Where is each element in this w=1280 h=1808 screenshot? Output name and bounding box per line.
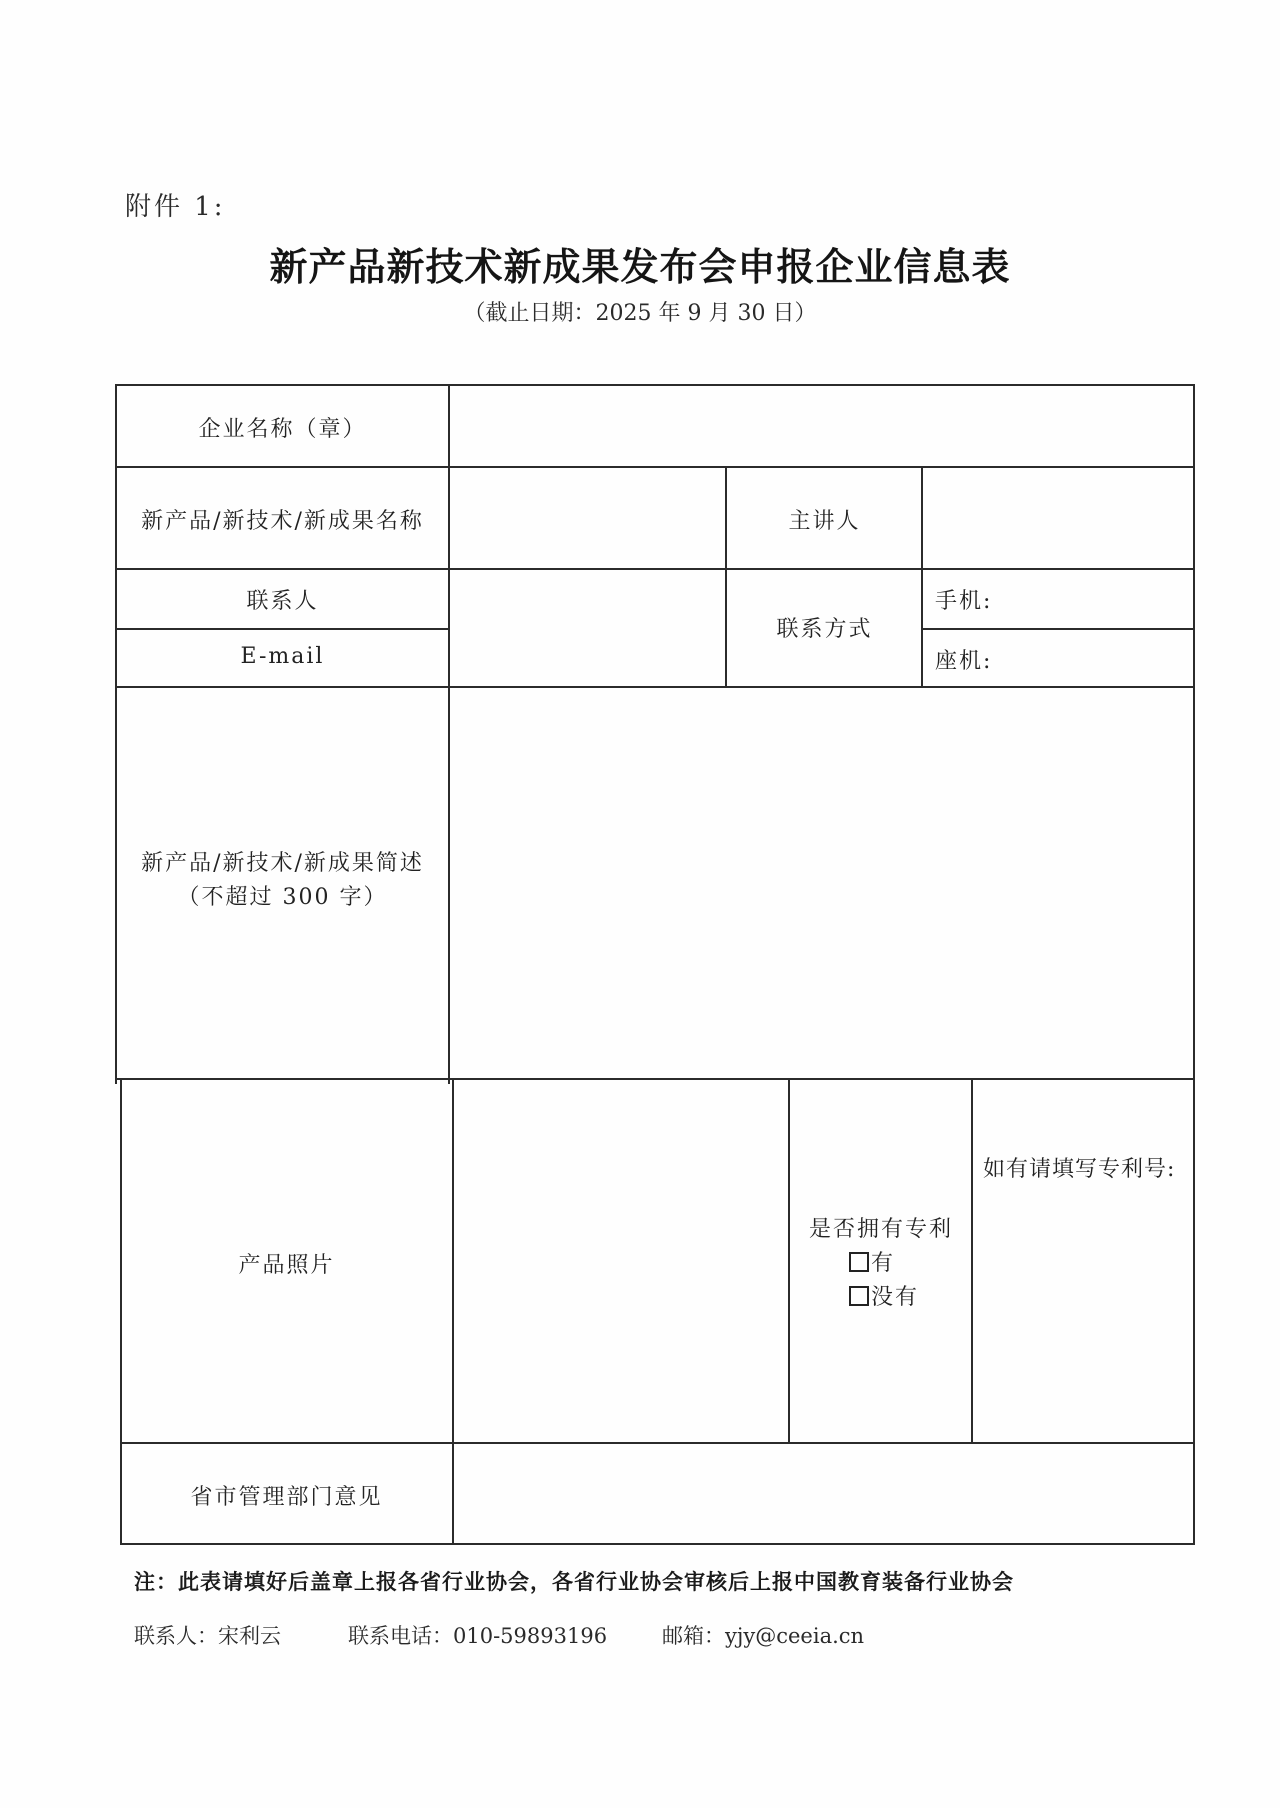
- patent-question-label: 是否拥有专利: [808, 1217, 953, 1242]
- checkbox-yes[interactable]: [849, 1252, 869, 1272]
- col-divider-label: [448, 384, 450, 1084]
- footer-contact-phone: 联系电话：010-59893196: [348, 1624, 608, 1648]
- mobile-label: 手机:: [935, 589, 993, 614]
- product-photo-field[interactable]: [455, 1081, 787, 1441]
- landline-field[interactable]: [995, 631, 1191, 685]
- patent-number-label: 如有请填写专利号:: [983, 1157, 1176, 1182]
- table-border-top: [115, 384, 1195, 386]
- row-divider-4: [115, 1078, 1195, 1080]
- page-title: 新产品新技术新成果发布会申报企业信息表: [269, 244, 1011, 289]
- company-name-field[interactable]: [451, 387, 1191, 465]
- attachment-label: 附件 1:: [125, 192, 226, 222]
- contact-person-field[interactable]: [451, 571, 723, 627]
- table-border-bottom: [121, 1543, 1195, 1545]
- table-border-left-lower: [120, 1078, 122, 1545]
- deadline-text: （截止日期：2025 年 9 月 30 日）: [463, 301, 817, 326]
- landline-label: 座机:: [935, 649, 993, 674]
- col-divider-patent-right: [971, 1078, 973, 1444]
- col-divider-speaker-right: [921, 466, 923, 688]
- table-border-left: [115, 384, 117, 1084]
- product-name-field[interactable]: [451, 469, 723, 567]
- row-divider-3: [115, 686, 1195, 688]
- mobile-field[interactable]: [995, 571, 1191, 627]
- email-field[interactable]: [451, 631, 723, 685]
- row-divider-contact-email: [115, 628, 450, 630]
- footer-contact-person: 联系人：宋利云: [134, 1624, 281, 1648]
- department-opinion-label: 省市管理部门意见: [190, 1485, 383, 1510]
- speaker-label: 主讲人: [788, 509, 861, 534]
- table-border-right: [1193, 384, 1195, 1545]
- footer-note: 注：此表请填好后盖章上报各省行业协会，各省行业协会审核后上报中国教育装备行业协会: [134, 1569, 1014, 1594]
- contact-method-label: 联系方式: [776, 617, 873, 642]
- product-name-label: 新产品/新技术/新成果名称: [141, 509, 424, 534]
- col-divider-speaker-left: [725, 466, 727, 688]
- col-divider-patent-left: [788, 1078, 790, 1444]
- patent-option-no-text: 没有: [871, 1285, 920, 1310]
- row-divider-2: [115, 568, 1195, 570]
- description-label-line2: （不超过 300 字）: [177, 885, 388, 910]
- checkbox-no[interactable]: [849, 1286, 869, 1306]
- patent-option-yes-text: 有: [871, 1251, 896, 1276]
- enterprise-info-form: [115, 384, 1195, 1544]
- row-divider-1: [115, 466, 1195, 468]
- department-opinion-field[interactable]: [455, 1445, 1191, 1541]
- patent-number-field[interactable]: [975, 1184, 1191, 1440]
- row-divider-5: [120, 1442, 1195, 1444]
- contact-person-label: 联系人: [246, 589, 319, 614]
- row-divider-mobile-landline: [921, 628, 1195, 630]
- email-label: E-mail: [240, 644, 325, 669]
- product-photo-label: 产品照片: [238, 1253, 335, 1278]
- speaker-field[interactable]: [924, 469, 1192, 567]
- company-name-label: 企业名称（章）: [198, 417, 367, 442]
- footer-contact-email: 邮箱：yjy@ceeia.cn: [662, 1624, 865, 1648]
- description-label-line1: 新产品/新技术/新成果简述: [141, 851, 424, 876]
- patent-option-yes[interactable]: [849, 1246, 895, 1277]
- col-divider-label-lower: [452, 1078, 454, 1545]
- patent-option-no[interactable]: [849, 1280, 919, 1311]
- description-field[interactable]: [451, 689, 1191, 1077]
